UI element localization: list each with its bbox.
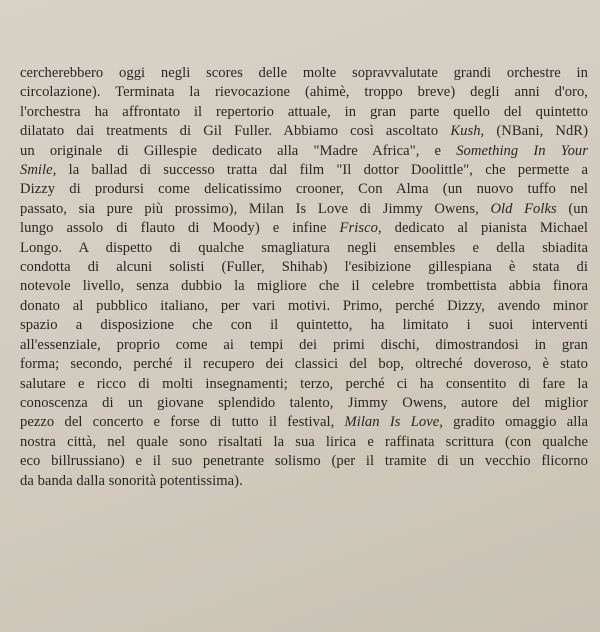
text-line <box>20 180 588 199</box>
italic-title: Old Folks <box>490 200 557 217</box>
text-segment: donato al pubblico italiano, per vari motivi. Primo, perché Dizzy, avendo minor <box>20 297 588 314</box>
text-line <box>20 142 588 161</box>
italic-title: Milan Is Love <box>344 414 440 431</box>
italic-title: Something In Your <box>456 142 589 159</box>
text-segment: da banda dalla sonorità potentissima). <box>20 472 243 489</box>
text-line <box>20 297 588 316</box>
text-segment: notevole livello, senza dubbio la migliore che il celebre trombettista abbia finora <box>20 278 588 295</box>
article-body <box>20 64 588 491</box>
text-line <box>20 375 588 394</box>
text-line <box>20 122 588 141</box>
text-segment: (un <box>556 200 588 217</box>
text-line <box>20 355 588 374</box>
italic-title: Kush <box>450 123 481 140</box>
text-segment: Longo. A dispetto di qualche smagliatura negli ensembles e della sbiadita <box>20 239 588 256</box>
text-line <box>20 219 588 238</box>
text-segment: spazio a disposizione che con il quintetto, ha limitato i suoi interventi <box>20 317 588 334</box>
text-line <box>20 277 588 296</box>
text-line <box>20 161 588 180</box>
text-segment: Dizzy di prodursi come delicatissimo crooner, Con Alma (un nuovo tuffo nel <box>20 181 588 198</box>
article-paragraph <box>20 64 588 491</box>
text-segment: passato, sia pure più prossimo), Milan Is Love di Jimmy Owens, <box>20 200 491 217</box>
text-segment: l'orchestra ha affrontato il repertorio attuale, in gran parte quello del quintetto <box>20 103 588 120</box>
text-segment: all'essenziale, proprio come ai tempi dei primi dischi, dimostrandosi in gran <box>20 336 588 353</box>
text-segment: nostra città, nel quale sono risaltati la sua lirica e raffinata scrittura (con qualche <box>20 433 588 450</box>
text-line <box>20 336 588 355</box>
italic-title: Smile <box>20 162 53 179</box>
text-line <box>20 103 588 122</box>
text-line <box>20 472 588 491</box>
text-segment: circolazione). Terminata la rievocazione (ahimè, troppo breve) degli anni d'oro, <box>20 84 588 101</box>
text-segment: condotta di alcuni solisti (Fuller, Shihab) l'esibizione gillespiana è stata di <box>20 259 588 276</box>
text-line <box>20 452 588 471</box>
text-segment: salutare e ricco di molti insegnamenti; terzo, perché ci ha consentito di fare la <box>20 375 588 392</box>
text-segment: , la ballad di successo tratta dal film "Il dottor Doolittle", che permette a <box>52 162 588 179</box>
text-segment: pezzo del concerto e forse di tutto il festival, <box>20 414 345 431</box>
text-segment: , dedicato al pianista Michael <box>377 220 588 237</box>
text-line <box>20 200 588 219</box>
text-segment: eco billrussiano) e il suo penetrante solismo (per il tramite di un vecchio flicorno <box>20 453 588 470</box>
text-segment: un originale di Gillespie dedicato alla "Madre Africa", e <box>20 142 457 159</box>
text-line <box>20 433 588 452</box>
text-line <box>20 239 588 258</box>
text-segment: cercherebbero oggi negli scores delle molte sopravvalutate grandi orchestre in <box>20 65 588 81</box>
italic-title: Frisco <box>339 220 378 237</box>
text-segment: dilatato dai treatments di Gil Fuller. Abbiamo così ascoltato <box>20 123 451 140</box>
text-line <box>20 394 588 413</box>
text-segment: lungo assolo di flauto di Moody) e infine <box>20 220 340 237</box>
text-line <box>20 316 588 335</box>
text-segment: conoscenza di un giovane splendido talento, Jimmy Owens, autore del miglior <box>20 394 588 411</box>
text-segment: , gradito omaggio alla <box>439 414 588 431</box>
text-line <box>20 258 588 277</box>
text-line <box>20 64 588 83</box>
text-segment: forma; secondo, perché il recupero dei classici del bop, oltreché doveroso, è stato <box>20 356 588 373</box>
text-line <box>20 413 588 432</box>
text-segment: , (NBani, NdR) <box>480 123 588 140</box>
text-line <box>20 83 588 102</box>
